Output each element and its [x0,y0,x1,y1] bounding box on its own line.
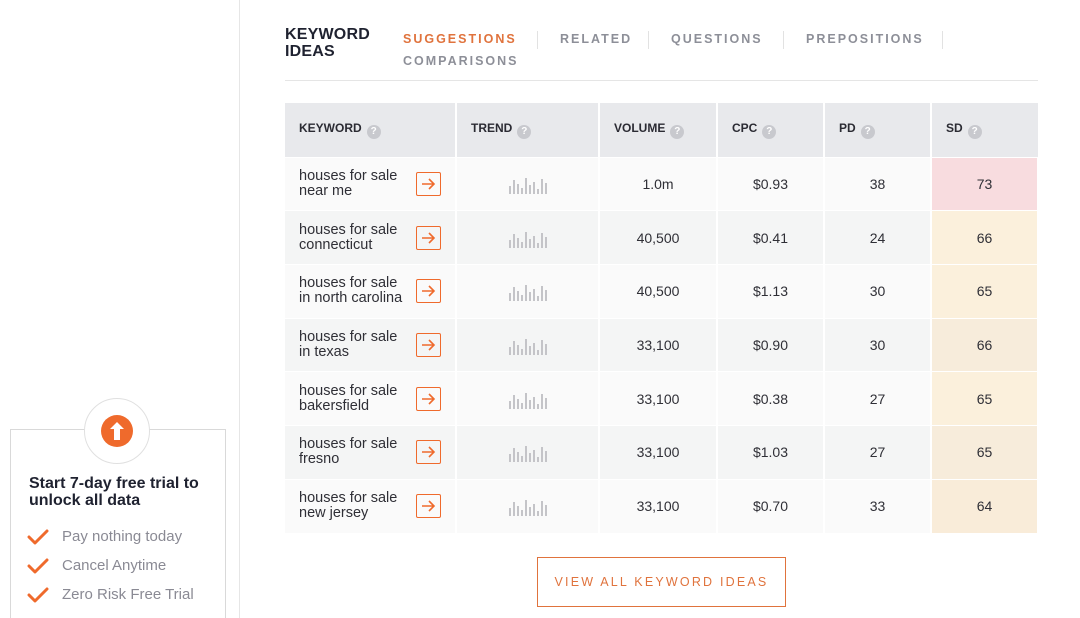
help-icon[interactable]: ? [670,125,684,139]
trial-benefit-label: Zero Risk Free Trial [62,586,194,603]
cpc-cell: $0.38 [717,372,824,426]
cpc-cell: $0.41 [717,211,824,265]
volume-cell: 33,100 [599,318,717,372]
cpc-cell: $0.90 [717,318,824,372]
keyword-ideas-header [285,26,1038,81]
trend-sparkline [457,389,598,409]
column-header-keyword[interactable]: KEYWORD ? [285,103,456,157]
pd-cell: 27 [824,425,931,479]
tab-divider [942,31,943,49]
open-keyword-icon[interactable] [416,333,441,357]
tab-related[interactable]: RELATED [560,32,633,46]
column-header-sd[interactable]: SD ? [931,103,1038,157]
sd-cell: 64 [931,479,1038,533]
view-all-keyword-ideas-button[interactable]: VIEW ALL KEYWORD IDEAS [537,557,786,607]
table-row [285,479,1038,533]
keyword-text[interactable]: houses for sale in north carolina [299,275,403,307]
trial-benefits-list [27,522,194,609]
open-keyword-icon[interactable] [416,387,441,411]
column-header-cpc[interactable]: CPC ? [717,103,824,157]
trend-cell [456,157,599,211]
keyword-table [285,103,1039,533]
column-header-pd[interactable]: PD ? [824,103,931,157]
help-icon[interactable]: ? [968,125,982,139]
keyword-text[interactable]: houses for sale fresno [299,436,398,468]
volume-cell: 33,100 [599,425,717,479]
trend-cell [456,372,599,426]
pd-cell: 24 [824,211,931,265]
keyword-text[interactable]: houses for sale new jersey [299,490,398,522]
checkmark-icon [27,587,49,603]
table-header-row [285,103,1038,157]
keyword-text[interactable]: houses for sale connecticut [299,221,398,253]
keyword-cell [285,479,456,533]
trend-cell [456,264,599,318]
trend-sparkline [457,496,598,516]
tab-divider [537,31,538,49]
help-icon[interactable]: ? [861,125,875,139]
pd-cell: 30 [824,318,931,372]
keyword-text[interactable]: houses for sale in texas [299,328,398,360]
table-row [285,157,1038,211]
trial-benefit-label: Cancel Anytime [62,557,167,574]
keyword-cell [285,211,456,265]
trend-cell [456,318,599,372]
column-header-volume[interactable]: VOLUME ? [599,103,717,157]
sd-cell: 65 [931,372,1038,426]
checkmark-icon [27,529,49,545]
trend-cell [456,479,599,533]
cpc-cell: $1.03 [717,425,824,479]
help-icon[interactable]: ? [517,125,531,139]
keyword-table-body [285,157,1038,533]
volume-cell: 33,100 [599,372,717,426]
keyword-cell [285,264,456,318]
trend-sparkline [457,281,598,301]
volume-cell: 40,500 [599,211,717,265]
sd-cell: 66 [931,211,1038,265]
sd-cell: 65 [931,425,1038,479]
pd-cell: 38 [824,157,931,211]
pd-cell: 27 [824,372,931,426]
tab-comparisons[interactable]: COMPARISONS [403,54,519,68]
trial-title: Start 7-day free trial to unlock all data [29,475,199,509]
tab-suggestions[interactable]: SUGGESTIONS [403,32,517,46]
sd-cell: 65 [931,264,1038,318]
trend-cell [456,425,599,479]
table-row [285,264,1038,318]
cpc-cell: $1.13 [717,264,824,318]
pd-cell: 30 [824,264,931,318]
trend-sparkline [457,335,598,355]
trend-sparkline [457,174,598,194]
trend-sparkline [457,228,598,248]
keyword-cell [285,372,456,426]
open-keyword-icon[interactable] [416,172,441,196]
keyword-cell [285,157,456,211]
trial-benefit [27,580,194,609]
table-row [285,425,1038,479]
open-keyword-icon[interactable] [416,494,441,518]
table-row [285,211,1038,265]
sd-cell: 66 [931,318,1038,372]
tab-questions[interactable]: QUESTIONS [671,32,763,46]
table-row [285,318,1038,372]
pd-cell: 33 [824,479,931,533]
tab-divider [648,31,649,49]
volume-cell: 40,500 [599,264,717,318]
table-row [285,372,1038,426]
keyword-ideas-title: KEYWORD IDEAS [285,26,370,60]
trial-benefit [27,551,194,580]
checkmark-icon [27,558,49,574]
open-keyword-icon[interactable] [416,226,441,250]
trial-badge [84,398,150,464]
sd-cell: 73 [931,157,1038,211]
keyword-cell [285,425,456,479]
arrow-up-icon [101,415,133,447]
volume-cell: 1.0m [599,157,717,211]
trend-sparkline [457,442,598,462]
tab-divider [783,31,784,49]
keyword-text[interactable]: houses for sale bakersfield [299,382,398,414]
trial-benefit [27,522,194,551]
tab-prepositions[interactable]: PREPOSITIONS [806,32,924,46]
cpc-cell: $0.93 [717,157,824,211]
keyword-cell [285,318,456,372]
open-keyword-icon[interactable] [416,279,441,303]
help-icon[interactable]: ? [762,125,776,139]
trial-benefit-label: Pay nothing today [62,528,183,545]
cpc-cell: $0.70 [717,479,824,533]
column-header-trend[interactable]: TREND ? [456,103,599,157]
keyword-text[interactable]: houses for sale near me [299,167,398,199]
volume-cell: 33,100 [599,479,717,533]
open-keyword-icon[interactable] [416,440,441,464]
help-icon[interactable]: ? [367,125,381,139]
trend-cell [456,211,599,265]
